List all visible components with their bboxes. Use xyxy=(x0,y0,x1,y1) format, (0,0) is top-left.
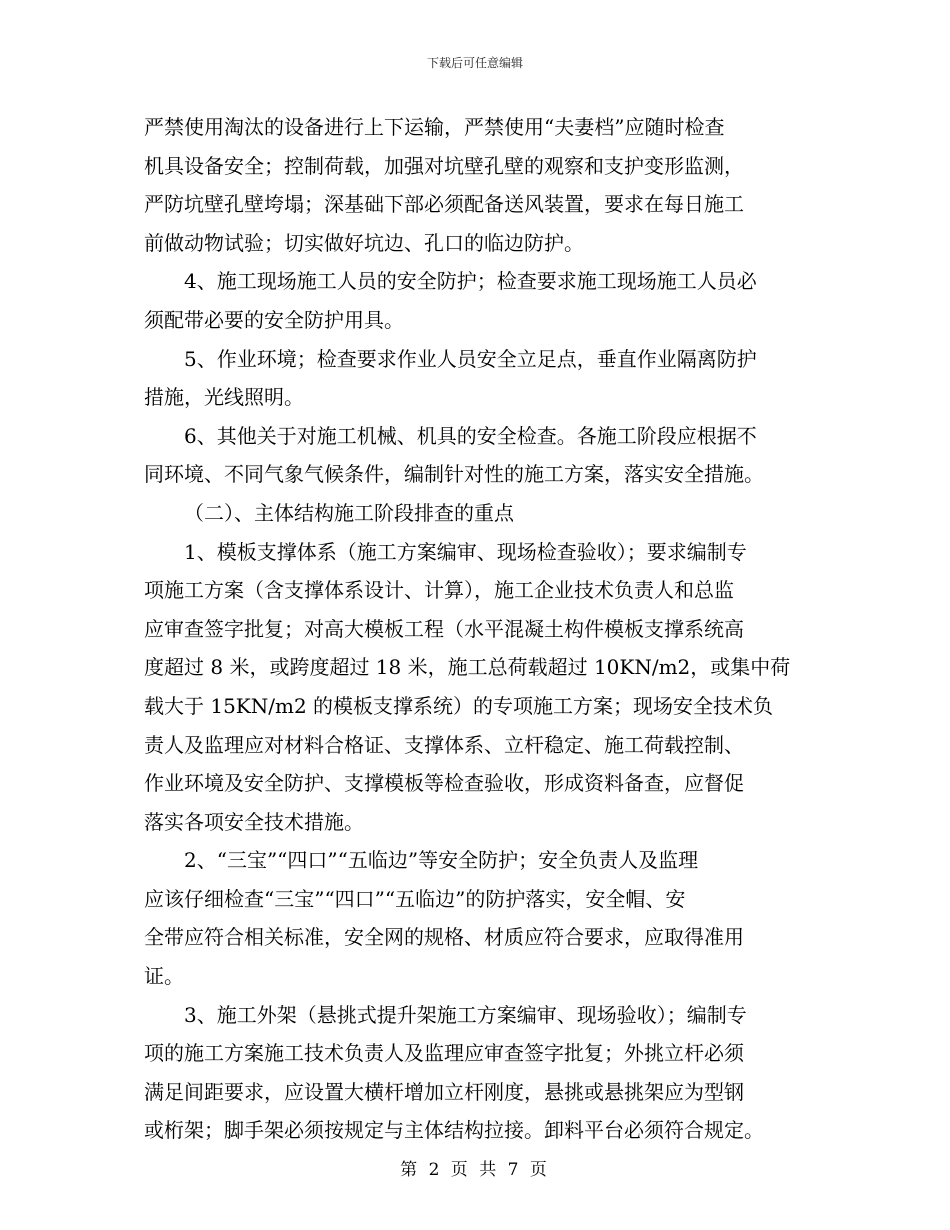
text-line: 应审查签字批复；对高大模板工程（水平混凝土构件模板支撑系统高 xyxy=(144,616,744,641)
text-line: （二）、主体结构施工阶段排查的重点 xyxy=(184,500,514,525)
document-body xyxy=(144,108,809,1150)
text-line: 须配带必要的安全防护用具。 xyxy=(144,307,404,332)
text-line: 全带应符合相关标准，安全网的规格、材质应符合要求，应取得准用 xyxy=(144,925,744,950)
text-line: 前做动物试验；切实做好坑边、孔口的临边防护。 xyxy=(144,230,584,255)
text-line: 6、其他关于对施工机械、机具的安全检查。各施工阶段应根据不 xyxy=(184,423,757,448)
text-line: 或桁架；脚手架必须按规定与主体结构拉接。卸料平台必须符合规定。 xyxy=(144,1118,764,1143)
text-line: 项的施工方案施工技术负责人及监理应审查签字批复；外挑立杆必须 xyxy=(144,1041,744,1066)
text-line: 严禁使用淘汰的设备进行上下运输，严禁使用“夫妻档”应随时检查 xyxy=(144,115,725,139)
text-line: 1、模板支撑体系（施工方案编审、现场检查验收）；要求编制专 xyxy=(184,539,747,564)
text-line: 严防坑壁孔壁垮塌；深基础下部必须配备送风装置，要求在每日施工 xyxy=(144,192,744,217)
text-line: 5、作业环境；检查要求作业人员安全立足点，垂直作业隔离防护 xyxy=(184,346,757,371)
text-line: 证。 xyxy=(144,964,184,989)
text-line: 4、施工现场施工人员的安全防护；检查要求施工现场施工人员必 xyxy=(184,269,757,294)
text-line: 措施，光线照明。 xyxy=(144,385,304,410)
text-line: 应该仔细检查“三宝”“四口”“五临边”的防护落实，安全帽、安 xyxy=(144,886,686,911)
text-line: 同环境、不同气象气候条件，编制针对性的施工方案，落实安全措施。 xyxy=(144,462,764,487)
text-line: 机具设备安全；控制荷载，加强对坑壁孔壁的观察和支护变形监测， xyxy=(144,153,744,178)
text-line: 2、“三宝”“四口”“五临边”等安全防护；安全负责人及监理 xyxy=(184,848,699,873)
text-line: 载大于 15KN/m2 的模板支撑系统）的专项施工方案；现场安全技术负 xyxy=(144,693,774,718)
text-line: 项施工方案（含支撑体系设计、计算），施工企业技术负责人和总监 xyxy=(144,578,734,603)
text-line: 满足间距要求，应设置大横杆增加立杆刚度，悬挑或悬挑架应为型钢 xyxy=(144,1079,744,1104)
text-line: 度超过 8 米，或跨度超过 18 米，施工总荷载超过 10KN/m2，或集中荷 xyxy=(144,655,791,680)
page-header: 下载后可任意编辑 xyxy=(426,56,523,70)
text-line: 责人及监理应对材料合格证、支撑体系、立杆稳定、施工荷载控制、 xyxy=(144,732,744,757)
text-line: 作业环境及安全防护、支撑模板等检查验收，形成资料备查，应督促 xyxy=(144,771,744,796)
text-line: 落实各项安全技术措施。 xyxy=(144,809,364,834)
page-number: 第 2 页 共 7 页 xyxy=(400,1160,550,1180)
text-line: 3、施工外架（悬挑式提升架施工方案编审、现场验收）；编制专 xyxy=(184,1002,747,1027)
